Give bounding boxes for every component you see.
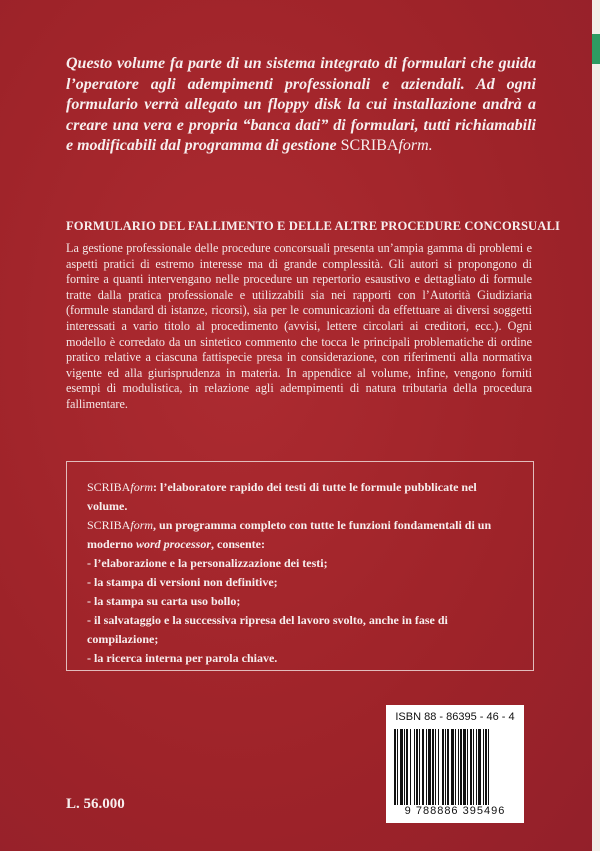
intro-text: Questo volume fa parte di un sistema integrato di formulari che guida l’operatore agli adempimenti professionali e aziendali. Ad ogni formulario verrà allegato un floppy disk la cui installazione andrà a creare una vera e propria “banca dati” di formulari, tutti richiamabili e modificabili dal programma di gestione	[66, 55, 536, 154]
barcode-bar	[432, 729, 434, 805]
barcode-bar	[483, 729, 484, 805]
feature-item: - la stampa su carta uso bollo;	[87, 594, 241, 608]
barcode-bar	[476, 729, 477, 805]
barcode-bar	[416, 729, 418, 805]
feature-item: - il salvataggio e la successiva ripresa del lavoro svolto, anche in fase di compilazione;	[87, 613, 448, 646]
barcode-bar	[463, 729, 466, 805]
barcode-bar	[438, 729, 439, 805]
barcode-bar	[419, 729, 420, 805]
intro-brand: SCRIBAform.	[340, 137, 433, 154]
page-edge	[592, 0, 600, 851]
barcode-bar	[467, 729, 468, 805]
barcode-bar	[473, 729, 474, 805]
barcode-bar	[414, 729, 415, 805]
barcode-bar	[422, 729, 424, 805]
feature-item: - la ricerca interna per parola chiave.	[87, 651, 278, 665]
barcode-bar	[488, 729, 489, 805]
features-content	[87, 478, 509, 668]
barcode-bar	[394, 729, 396, 805]
barcode-bar	[400, 729, 403, 805]
barcode-bar	[460, 729, 462, 805]
isbn-number: ISBN 88 - 86395 - 46 - 4	[395, 711, 515, 723]
barcode-bar	[458, 729, 459, 805]
features-list	[87, 554, 509, 668]
barcode-bar	[410, 729, 411, 805]
barcode-bar	[447, 729, 449, 805]
isbn-barcode	[386, 705, 524, 823]
box-brand-1: SCRIBAform	[87, 480, 154, 494]
description-paragraph: La gestione professionale delle procedure concorsuali presenta un’ampia gamma di problemi e aspetti pratici di estremo interesse ma di grande complessità. Gli autori si propongono di fornire a quanti intervengano nelle procedure un repertorio esaustivo e dettagliato di formule tratte dalla pratica professionale e utilizzabili sia nei rapporti con l’Autorità Giudiziaria (formule standard di istanze, ricorsi), sia per le comunicazioni da effettuare ai diversi soggetti interessati a vario titolo al procedimento (avvisi, lettere circolari ai creditori, ecc.). Ogni modello è corredato da un sintetico commento che tocca le principali problematiche di ordine pratico relative a ciascuna fattispecie presa in considerazione, con riferimenti alla normativa vigente ed alla giurisprudenza in materia. In appendice al volume, infine, vengono forniti esempi di modulistica, in relazione agli adempimenti di natura tributaria della procedura fallimentare.	[66, 241, 532, 411]
green-tab	[592, 34, 600, 64]
intro-paragraph	[66, 54, 536, 157]
barcode-bar	[451, 729, 454, 805]
barcode-bar	[404, 729, 405, 805]
barcode-bar	[426, 729, 427, 805]
barcode-bar	[455, 729, 456, 805]
barcode-bar	[406, 729, 408, 805]
barcode-bar	[445, 729, 446, 805]
software-features-box	[66, 461, 534, 671]
feature-item: - la stampa di versioni non definitive;	[87, 575, 278, 589]
section-title: FORMULARIO DEL FALLIMENTO E DELLE ALTRE PROCEDURE CONCORSUALI	[66, 219, 560, 233]
barcode-bar	[485, 729, 487, 805]
ean-number: 9 788886 395496	[404, 805, 506, 817]
box-brand-2: SCRIBAform	[87, 518, 154, 532]
price-label: L. 56.000	[66, 796, 125, 812]
barcode-icon	[394, 729, 516, 805]
barcode-bar	[428, 729, 431, 805]
barcode-bar	[470, 729, 472, 805]
features-description-line: SCRIBAform, un programma completo con tutte le funzioni fondamentali di un moderno word processor, consente:	[87, 518, 492, 551]
barcode-bar	[442, 729, 444, 805]
features-intro-line: SCRIBAform: l’elaboratore rapido dei testi di tutte le formule pubblicate nel volume.	[87, 480, 477, 513]
barcode-bar	[478, 729, 481, 805]
feature-item: - l’elaborazione e la personalizzazione dei testi;	[87, 556, 328, 570]
barcode-bar	[397, 729, 398, 805]
barcode-bar	[435, 729, 436, 805]
